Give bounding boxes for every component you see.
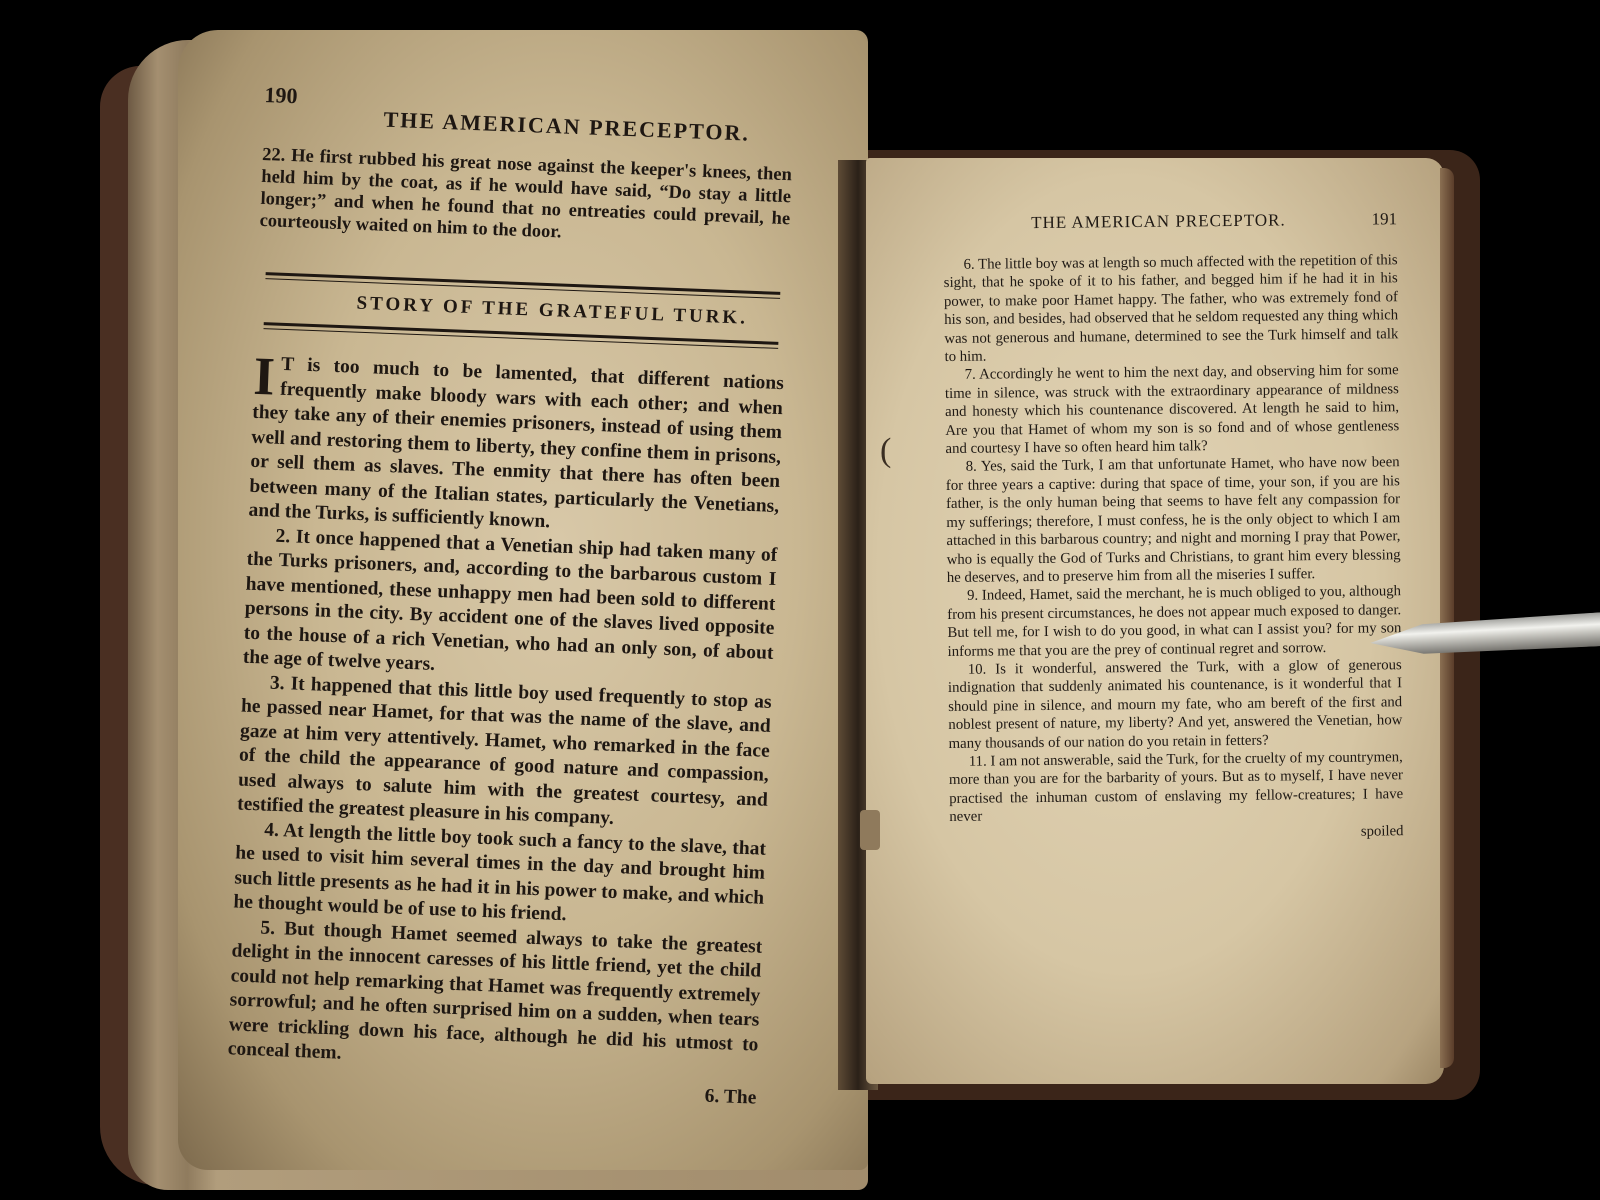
right-paragraph-7: 7. Accordingly he went to him the next day, and observing him for some time in silence, was struck with the extraordinary appearance of mildness and honesty which his countenance discovered. At length he said to him, Are you that Hamet of whom my son is so fond and of whose gentleness and courtesy I have so often heard him talk? [944,362,1400,458]
right-paragraph-10: 10. Is it wonderful, answered the Turk, with a glow of generous indignation that suddenly animated his countenance, is it wonderful that I should pine in silence, and mourn my fate, who am bereft of the first and noblest present of nature, my liberty? And yet, answered the Venetian, how many thousands of our nation do you retain in fetters? [947,657,1403,752]
continued-paragraph: 22. He first rubbed his great nose against the keeper's knees, then held him by the coat, as if he would have said, “Do stay a little longer;” and when he found that no entreaties could prevail, he courteously waited on him to the door. [259,144,793,243]
right-page-edge [1440,168,1454,1068]
binding-tab [860,810,880,850]
story-paragraph-5: 5. But though Hamet seemed always to take the greatest delight in the innocent caresses of his little friend, yet the child could not help remarking that Hamet was frequently extremely sorrowful; and he often surprised him on a sudden, when tears were trickling down his face, although he did his utmost to conceal them. [227,916,763,1064]
story-title: STORY OF THE GRATEFUL TURK. [356,292,749,329]
story-paragraph-3: 3. It happened that this little boy used frequently to stop as he passed near Hamet, for that was the name of the slave, and gaze at him very attentively. Hamet, who remarked in the face of the child the appearance of good nature and compassion, used always to salute him with the greatest courtesy, and testified the greatest pleasure in his company. [236,672,772,829]
right-paragraph-8: 8. Yes, said the Turk, I am that unfortunate Hamet, who have now been for three years a captive: during that space of time, your son, if you are his father, is the only human being that seems to have felt any compassion for my sufferings; therefore, I must confess, he is the only object to which I am attached in this barbarous country; and night and morning I pray that Power, who is equally the God of Turks and Christians, to grant him every blessing he deserves, and to preserve him from all the miseries I suffer. [945,454,1401,586]
left-catchword: 6. The [704,1085,757,1109]
story-paragraph-1: T is too much to be lamented, that different nations frequently make bloody wars with each other; and when they take any of their enemies prisoners, instead of using them well and restoring them to liberty, they confine them in prisons, or sell them as slaves. The enmity that there has often been between many of the Italian states, particularly the Venetians, and the Turks, is sufficiently known. [248,353,785,533]
margin-mark: ( [880,432,892,469]
left-page-number: 190 [264,82,298,109]
right-catchword: spoiled [1360,822,1404,840]
story-paragraph-2: 2. It once happened that a Venetian ship had taken many of the Turks prisoners, and, according to the barbarous custom I have mentioned, these unhappy men had been sold to different persons in the city. By accident one of the slaves lived opposite to the house of a rich Venetian, who had an only son, of about the age of twelve years. [242,525,778,675]
right-paragraph-11: 11. I am not answerable, said the Turk, for the cruelty of my countrymen, more than you are for the barbarity of yours. But as to myself, I have never practised the inhuman custom of enslaving my fellow-creatures; I have never [948,749,1404,826]
right-page-number: 191 [1371,209,1398,229]
right-paragraph-9: 9. Indeed, Hamet, said the merchant, he is much obliged to you, although from his present circumstances, he does not appear much exposed to danger. But tell me, for I wish to do you good, in what can I assist you? for my son informs me that you are the prey of continual regret and sorrow. [947,583,1402,660]
right-page-body [943,251,1403,845]
right-running-head: THE AMERICAN PRECEPTOR. [1031,210,1286,233]
left-running-head: THE AMERICAN PRECEPTOR. [383,106,751,146]
right-paragraph-6: 6. The little boy was at length so much affected with the repetition of this sight, that he spoke of it to his father, and begged him if he had it in his power, to make poor Hamet happy. The father, who was extremely fond of his son, and besides, had observed that he seldom requested any thing which was not generous and humane, determined to see the Turk himself and talk to him. [943,252,1399,366]
drop-cap: I [252,345,276,407]
story-body [226,345,785,1111]
story-paragraph-4: 4. At length the little boy took such a fancy to the slave, that he used to visit him several times in the day and brought him such little presents as he had it in his power to make, and which he thought would be of use to his friend. [233,819,767,926]
